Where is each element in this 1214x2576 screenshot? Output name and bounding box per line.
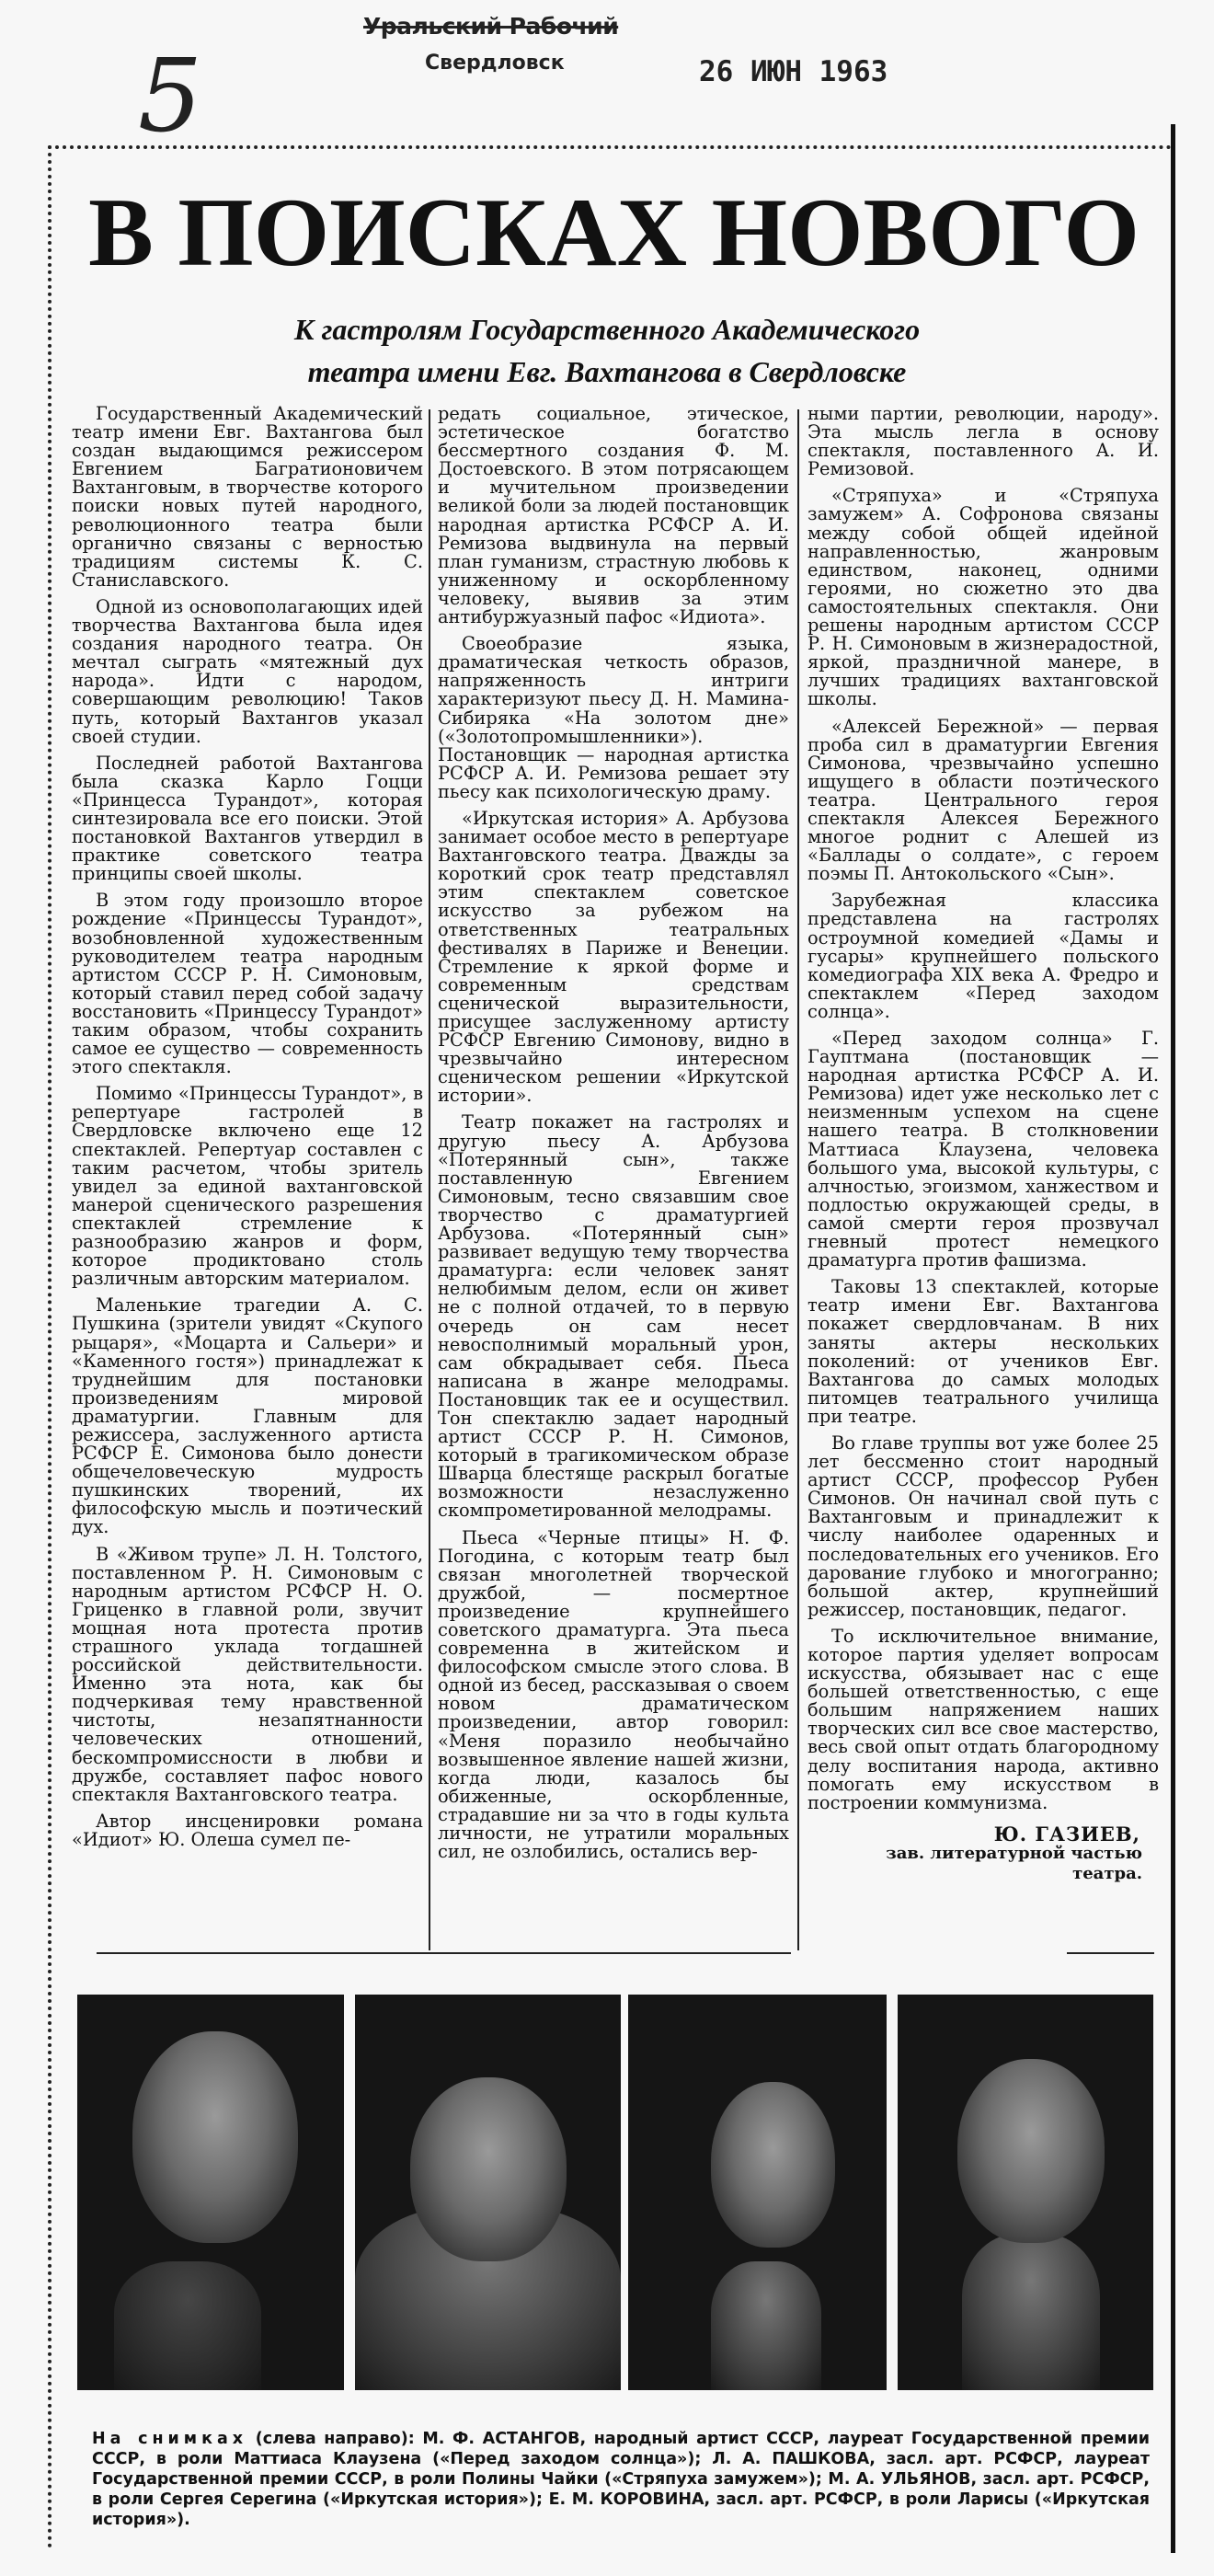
portrait-body [711,2261,821,2390]
article-paragraph: Пьеса «Черные птицы» Н. Ф. Погодина, с которым театр был связан многолетней творческой дружбой, — посмертное произведение крупнейшего советского драматурга. Эта пьеса современна в житейском и философском смысле этого слова. В одной из бесед, рассказывая о своем новом драматическом произведении, автор говорил: «Меня поразило необычайно возвышенное явление нашей жизни, когда люди, казалось бы обиженные, оскорбленные, страдавшие ни за что в годы культа личности, не утратили моральных сил, не озлобились, остались вер- [438,1526,789,1863]
author-signature [807,1822,1159,1884]
portrait-face [957,2059,1105,2243]
author-role: театра. [1072,1863,1142,1883]
handwritten-page-number: 5 [138,37,202,155]
article-paragraph: То исключительное внимание, которое партия уделяет вопросам искусства, обязывает нас с еще большей ответственностью, с еще большим напряжением наших творческих сил все свое мастерство, весь свой опыт отдать благородному делу воспитания народа, активно помогать ему искусством в построении коммунизма. [807,1625,1159,1813]
article-paragraph: «Иркутская история» А. Арбузова занимает особое место в репертуаре Вахтанговского театра. Дважды за короткий срок театр представлял этим спектаклем советское искусство за рубежом на ответственных театральных фестивалях в Париже и Венеции. Стремление к яркой форме и современным средствам сценической выразительности, присущее заслуженному артисту РСФСР Евгению Симонову, видно в чрезвычайно интересном сценическом решении «Иркутской истории». [438,807,789,1107]
article-paragraph: Зарубежная классика представлена на гастролях остроумной комедией «Дамы и гусары» крупнейшего польского комедиографа XIX века А. Фредро и спектаклем «Перед заходом солнца». [807,890,1159,1022]
portrait-body [962,2234,1100,2390]
article-paragraph: «Стряпуха» и «Стряпуха замужем» А. Софронова связаны между собой общей идейной направленностью, жанровым единством, наконец, одними героями, но сюжетно это два самостоятельных спектакля. Они решены народным артистом СССР Р. Н. Симоновым в жизнерадостной, яркой, праздничной манере, в лучших традициях вахтанговской школы. [807,485,1159,710]
subheadline [212,308,1002,393]
article-paragraph: Своеобразие языка, драматическая четкость образов, напряженность интриги характеризуют пьесу Д. Н. Мамина-Сибиряка «На золотом дне» («Золотопромышленники»). Постановщик — народная артистка РСФСР А. И. Ремизова решает эту пьесу как психологическую драму. [438,633,789,802]
photo-korovina [898,1995,1153,2390]
caption-text: (слева направо): М. Ф. АСТАНГОВ, народный артист СССР, лауреат Государственной премии СССР, в роли Маттиаса Клаузена («Перед заходом солнца»); Л. А. ПАШКОВА, засл. арт. РСФСР, лауреат Государственной премии СССР, в роли Полины Чайки («Стряпуха замужем»); М. А. УЛЬЯНОВ, засл. арт. РСФСР, в роли Сергея Серегина («Иркутская история»); Е. М. КОРОВИНА, засл. арт. РСФСР, в роли Ларисы («Иркутская история»). [92,2430,1150,2529]
article-paragraph: Последней работой Вахтангова была сказка Карло Гоцци «Принцесса Турандот», которая синтезировала все его поиски. Этой постановкой Вахтангов утвердил в практике советского театра принципы своей школы. [72,752,423,885]
city-stamp: Свердловск [425,52,565,75]
photo-pashkova [355,1995,621,2390]
portrait-face [410,2077,567,2261]
article-paragraph: Таковы 13 спектаклей, которые театр имени Евг. Вахтангова покажет свердловчанам. В них заняты актеры нескольких поколений: от учеников Евг. Вахтангова до самых молодых питомцев театрального училища при театре. [807,1276,1159,1427]
date-stamp: 26 ИЮН 1963 [699,55,888,88]
article-paragraph: ными партии, революции, народу». Эта мысль легла в основу спектакля, поставленного А. И. Ремизовой. [807,403,1159,480]
article-paragraph: Автор инсценировки романа «Идиот» Ю. Олеша сумел пе- [72,1810,423,1850]
author-name: Ю. ГАЗИЕВ, [993,1822,1140,1846]
subheadline-line-1: К гастролям Государственного Академического [293,313,921,346]
photo-ulyanov [628,1995,887,2390]
article-paragraph: Маленькие трагедии А. С. Пушкина (зрители увидят «Скупого рыцаря», «Моцарта и Сальери» и «Каменного гостя») принадлежат к труднейшим для постановки произведениям мировой драматургии. Главным для режиссера, заслуженного артиста РСФСР Е. Симонова было донести общечеловеческую мудрость пушкинских творений, их философскую мысль и поэтический дух. [72,1294,423,1538]
article-column-2 [438,405,789,1869]
article-paragraph: Театр покажет на гастролях и другую пьесу А. Арбузова «Потерянный сын», также поставленную Евгением Симоновым, тесно связавшим свое творчество с драматургией Арбузова. «Потерянный сын» развивает ведущую тему творчества драматурга: если человек занят нелюбимым делом, если он живет не с полной отдачей, то в первую очередь он сам несет невосполнимый моральный урон, сам обкрадывает себя. Пьеса написана в жанре мелодрамы. Постановщик так ее и осуществил. Тон спектаклю задает народный артист СССР Р. Н. Симонов, который в трагикомическом образе Шварца блестяще раскрыл богатые возможности незаслуженно скомпрометированной мелодрамы. [438,1111,789,1522]
author-role: зав. литературной частью [886,1843,1142,1863]
column-divider [429,409,430,1950]
portrait-body [114,2261,261,2390]
portrait-face [132,2031,298,2243]
article-paragraph: В этом году произошло второе рождение «Принцессы Турандот», возобновленной художественным руководителем театра народным артистом СССР Р. Н. Симоновым, который ставил перед собой задачу восстановить «Принцессу Турандот» таким образом, чтобы сохранить самое ее существо — современность этого спектакля. [72,890,423,1078]
article-paragraph: Государственный Академический театр имени Евг. Вахтангова был создан выдающимся режиссером Евгением Багратионовичем Вахтанговым, в творчестве которого поиски новых путей народного, революционного театра были органично связаны с верностью традициям системы К. С. Станиславского. [72,403,423,591]
photo-divider [97,1952,791,1954]
right-border-rule [1171,124,1175,2553]
newspaper-stamp: Уральский Рабочий [363,13,619,40]
column-divider [797,409,799,1950]
article-paragraph: «Перед заходом солнца» Г. Гауптмана (постановщик — народная артистка РСФСР А. И. Ремизова) идет уже несколько лет с неизменным успехом на сцене нашего театра. В столкновении Маттиаса Клаузена, человека большого ума, высокой культуры, с алчностью, эгоизмом, ханжеством и подлостью окружающей среды, в самой смерти героя прозвучал гневный протест немецкого драматурга против фашизма. [807,1028,1159,1271]
caption-lead: На снимках [92,2430,248,2448]
photo-astangov [77,1995,344,2390]
article-paragraph: В «Живом трупе» Л. Н. Толстого, поставленном Р. Н. Симоновым с народным артистом РСФСР Н. О. Гриценко в главной роли, звучит мощная нота протеста против страшного уклада тогдашней российской действительности. Именно эта нота, как бы подчеркивая тему нравственной чистоты, незапятнанности человеческих отношений, бескомпромиссности в любви и дружбе, составляет пафос нового спектакля Вахтанговского театра. [72,1543,423,1805]
article-paragraph: редать социальное, этическое, эстетическое богатство бессмертного создания Ф. М. Достоевского. В этом потрясающем и мучительном произведении великой боли за людей постановщик народная артистка РСФСР А. И. Ремизова выдвинула на первый план гуманизм, страстную любовь к униженному и оскорбленному человеку, выявив за этим антибуржуазный пафос «Идиота». [438,403,789,628]
article-paragraph: Одной из основополагающих идей творчества Вахтангова была идея создания народного театра. Он мечтал сыграть «мятежный дух народа». Идти с народом, совершающим революцию! Таков путь, который Вахтангов указал своей студии. [72,595,423,747]
photo-caption [92,2429,1150,2530]
article-column-3 [807,405,1159,1884]
article-paragraph: Помимо «Принцессы Турандот», в репертуаре гастролей в Свердловске включено еще 12 спектаклей. Репертуар составлен с таким расчетом, чтобы зритель увидел за единой вахтанговской манерой сценического разрешения спектаклей стремление к разнообразию жанров и форм, которое продиктовано столь различным авторским материалом. [72,1083,423,1290]
headline: В ПОИСКАХ НОВОГО [88,178,1140,286]
subheadline-line-2: театра имени Евг. Вахтангова в Свердловске [307,355,907,388]
portrait-face [711,2082,835,2248]
photo-divider [1067,1952,1154,1954]
article-column-1 [72,405,423,1857]
article-paragraph: Во главе труппы вот уже более 25 лет бессменно стоит народный артист СССР, профессор Рубен Симонов. Он начинал свой путь с Вахтанговым и принадлежит к числу наиболее одаренных и последовательных его учеников. Его дарование глубоко и многогранно; большой актер, крупнейший режиссер, постановщик, педагог. [807,1432,1159,1620]
article-paragraph: «Алексей Бережной» — первая проба сил в драматургии Евгения Симонова, чрезвычайно успешно ищущего в области поэтического театра. Центрального героя спектакля Алексея Бережного многое роднит с Алешей из «Баллады о солдате», с героем поэмы П. Антокольского «Сын». [807,715,1159,885]
